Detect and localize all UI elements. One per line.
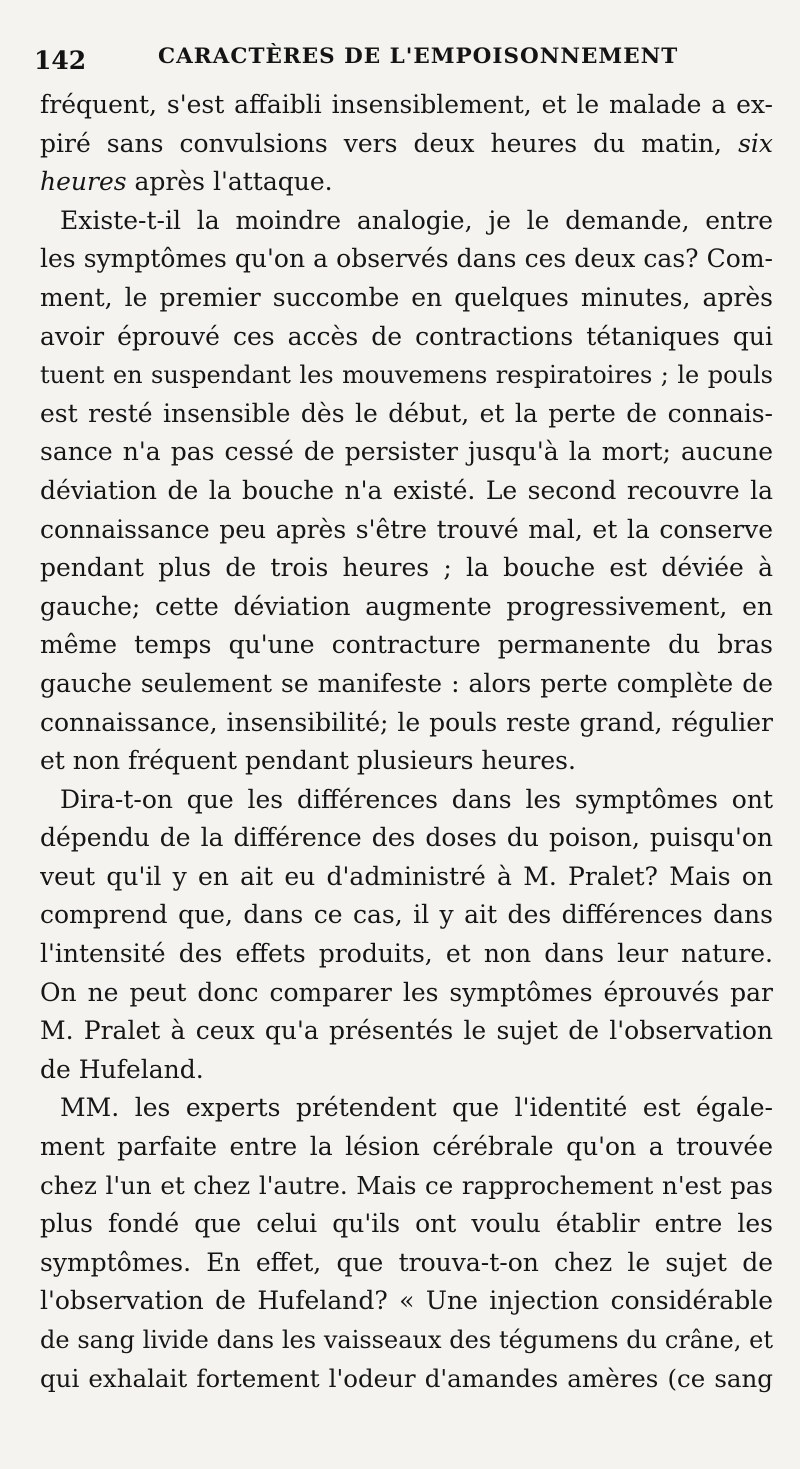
text-line: pendant plus de trois heures ; la bouche est déviée à <box>40 553 773 583</box>
text-line: ment parfaite entre la lésion cérébrale qu'on a trouvée <box>40 1132 773 1162</box>
text-line: comprend que, dans ce cas, il y ait des différences dans <box>40 900 773 930</box>
text-line: dépendu de la différence des doses du poison, puisqu'on <box>40 823 773 853</box>
paragraph <box>40 1089 773 1398</box>
text-line: et non fréquent pendant plusieurs heures. <box>40 746 576 776</box>
body-text <box>40 86 773 1398</box>
text-line: chez l'un et chez l'autre. Mais ce rapprochement n'est pas <box>40 1170 773 1200</box>
text-line: tuent en suspendant les mouvemens respiratoires ; le pouls <box>40 361 773 390</box>
text-line: fréquent, s'est affaibli insensiblement, et le malade a ex- <box>40 90 773 119</box>
page-header <box>34 40 760 80</box>
text-line: connaissance, insensibilité; le pouls reste grand, régulier <box>40 707 773 737</box>
page-number: 142 <box>34 46 87 75</box>
text-line: ment, le premier succombe en quelques minutes, après <box>40 282 773 312</box>
text-line: Existe-t-il la moindre analogie, je le demande, entre <box>60 205 773 235</box>
paragraph <box>40 202 773 781</box>
text-line: l'intensité des effets produits, et non dans leur nature. <box>40 939 773 969</box>
text-line: piré sans convulsions vers deux heures du matin, six <box>40 128 773 158</box>
text-line: est resté insensible dès le début, et la perte de connais- <box>40 398 773 428</box>
running-head: CARACTÈRES DE L'EMPOISONNEMENT <box>158 44 679 69</box>
text-line: MM. les experts prétendent que l'identité est égale- <box>60 1093 773 1123</box>
text-line: Dira-t-on que les différences dans les symptômes ont <box>60 784 773 814</box>
italic-text: heures <box>40 167 127 197</box>
text-line: connaissance peu après s'être trouvé mal, et la conserve <box>40 514 773 544</box>
text-line: qui exhalait fortement l'odeur d'amandes amères (ce sang <box>40 1363 773 1393</box>
paragraph <box>40 86 773 202</box>
text-line: symptômes. En effet, que trouva-t-on chez le sujet de <box>40 1247 773 1277</box>
text-line: plus fondé que celui qu'ils ont voulu établir entre les <box>40 1209 773 1239</box>
text-line: avoir éprouvé ces accès de contractions tétaniques qui <box>40 321 773 351</box>
text-line: les symptômes qu'on a observés dans ces deux cas? Com- <box>40 244 773 274</box>
text-line: veut qu'il y en ait eu d'administré à M. Pralet? Mais on <box>40 861 773 891</box>
text-line: l'observation de Hufeland? « Une injection considérable <box>40 1286 773 1316</box>
text-line: heures après l'attaque. <box>40 167 333 197</box>
text-line: gauche seulement se manifeste : alors perte complète de <box>40 668 773 698</box>
text-line: de Hufeland. <box>40 1054 204 1084</box>
text-line: M. Pralet à ceux qu'a présentés le sujet de l'observation <box>40 1016 773 1046</box>
text-line: On ne peut donc comparer les symptômes éprouvés par <box>40 977 773 1007</box>
text-line: de sang livide dans les vaisseaux des tégumens du crâne, et <box>40 1326 773 1354</box>
text-line: déviation de la bouche n'a existé. Le second recouvre la <box>40 475 773 505</box>
italic-text: six <box>738 128 773 158</box>
text-line: gauche; cette déviation augmente progressivement, en <box>40 591 773 621</box>
text-line: même temps qu'une contracture permanente du bras <box>40 630 773 660</box>
paragraph <box>40 781 773 1090</box>
text-line: sance n'a pas cessé de persister jusqu'à la mort; aucune <box>40 437 773 467</box>
